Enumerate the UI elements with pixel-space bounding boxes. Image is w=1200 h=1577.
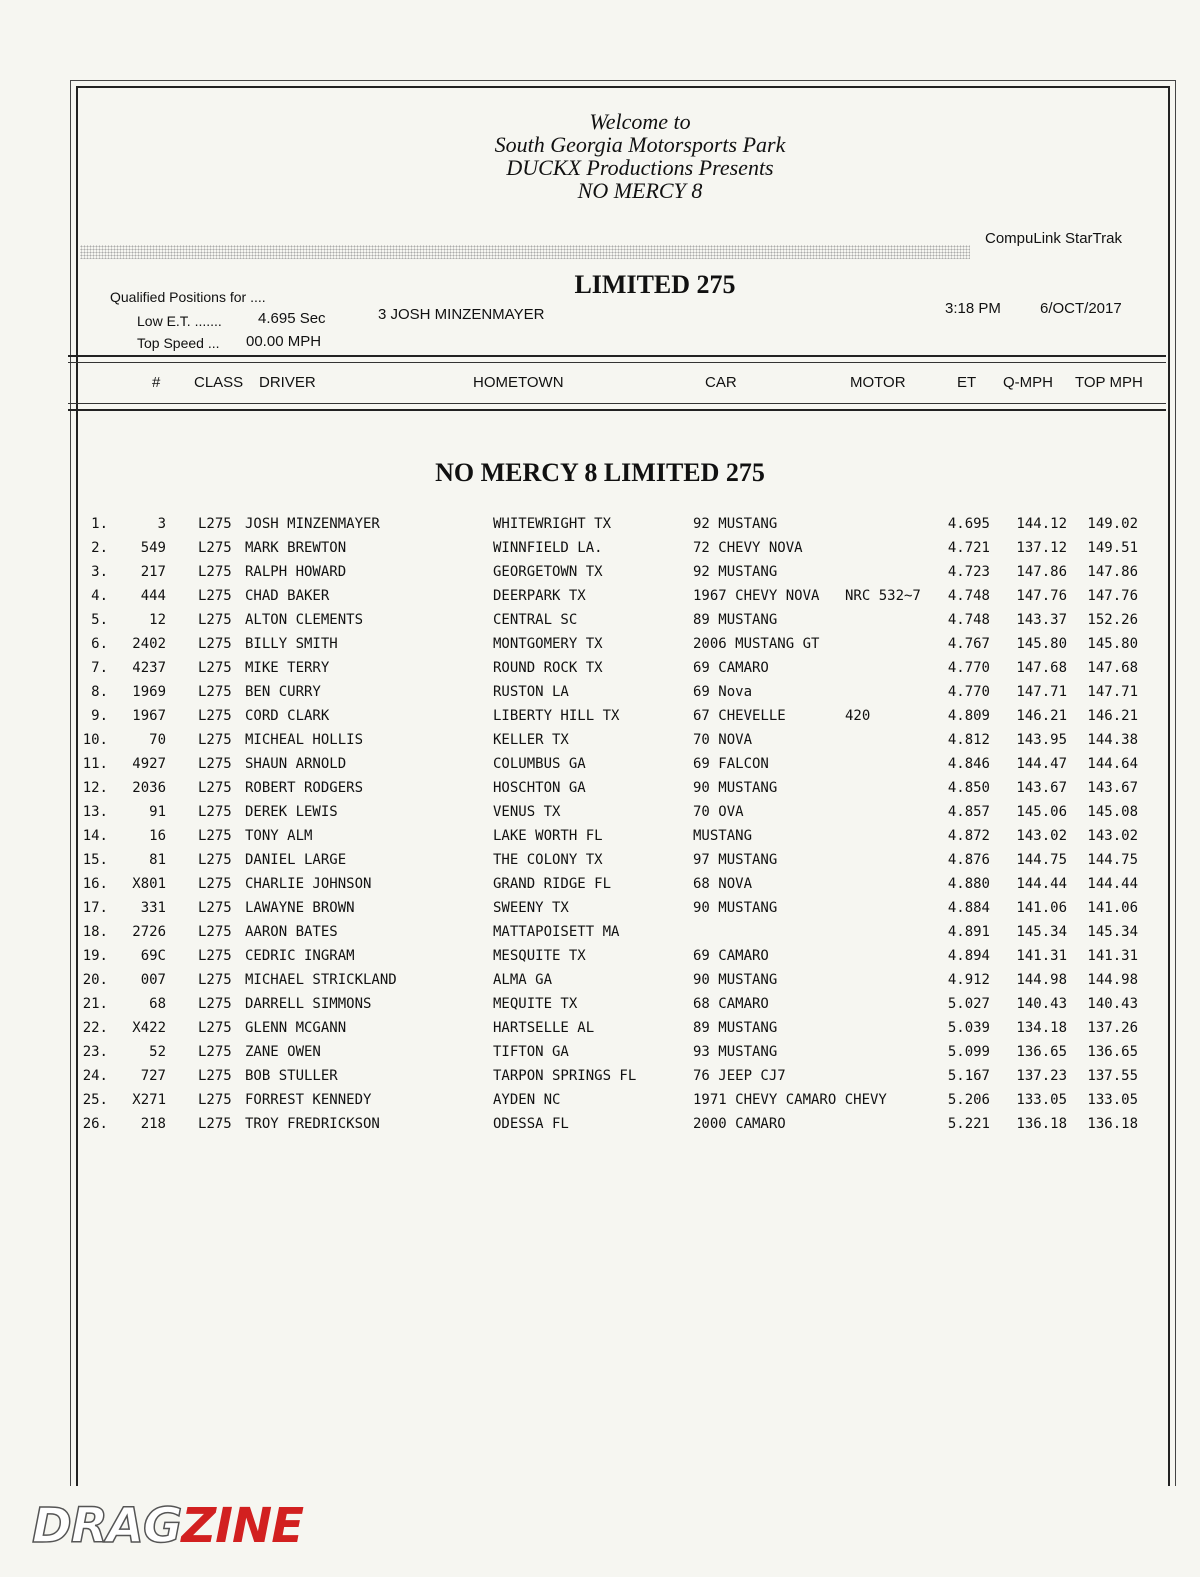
hometown-cell: TARPON SPRINGS FL	[493, 1068, 637, 1084]
hometown-cell: HOSCHTON GA	[493, 780, 586, 796]
car-number-cell: 1969	[132, 684, 166, 700]
qmph-cell: 143.37	[1016, 612, 1067, 628]
position-cell: 10.	[82, 732, 108, 748]
hometown-cell: COLUMBUS GA	[493, 756, 586, 772]
col-hometown: HOMETOWN	[473, 374, 564, 391]
car-number-cell: X801	[132, 876, 166, 892]
car-number-cell: 52	[149, 1044, 166, 1060]
car-number-cell: 16	[149, 828, 166, 844]
driver-cell: RALPH HOWARD	[245, 564, 347, 580]
position-cell: 5.	[91, 612, 108, 628]
qmph-cell: 134.18	[1016, 1020, 1067, 1036]
qmph-cell: 143.02	[1016, 828, 1067, 844]
top-speed-value: 00.00 MPH	[246, 333, 322, 350]
hometown-cell: TIFTON GA	[493, 1044, 569, 1060]
car-cell: 89 MUSTANG	[693, 1020, 778, 1036]
hometown-cell: ODESSA FL	[493, 1116, 569, 1132]
table-row	[70, 608, 1160, 632]
header-rule-bottom-inner	[68, 403, 1166, 404]
class-cell: L275	[198, 996, 232, 1012]
table-row	[70, 1016, 1160, 1040]
car-number-cell: 2726	[132, 924, 166, 940]
qmph-cell: 147.76	[1016, 588, 1067, 604]
col-topmph: TOP MPH	[1075, 374, 1143, 391]
et-cell: 5.206	[947, 1092, 990, 1108]
driver-cell: DEREK LEWIS	[245, 804, 338, 820]
car-cell: 90 MUSTANG	[693, 900, 778, 916]
driver-cell: MIKE TERRY	[245, 660, 330, 676]
class-cell: L275	[198, 516, 232, 532]
et-cell: 4.857	[947, 804, 990, 820]
class-cell: L275	[198, 948, 232, 964]
et-cell: 4.872	[947, 828, 990, 844]
car-cell: 69 CAMARO	[693, 660, 769, 676]
hometown-cell: DEERPARK TX	[493, 588, 586, 604]
topmph-cell: 144.75	[1087, 852, 1138, 868]
timing-system-brand: CompuLink StarTrak	[985, 230, 1122, 247]
car-cell: 89 MUSTANG	[693, 612, 778, 628]
car-number-cell: 3	[157, 516, 166, 532]
topmph-cell: 140.43	[1087, 996, 1138, 1012]
venue-line: South Georgia Motorsports Park	[494, 132, 786, 157]
table-row	[70, 776, 1160, 800]
col-num: #	[152, 374, 161, 391]
position-cell: 26.	[82, 1116, 108, 1132]
qmph-cell: 144.75	[1016, 852, 1067, 868]
et-cell: 5.099	[947, 1044, 990, 1060]
print-time: 3:18 PM	[945, 300, 1001, 317]
class-cell: L275	[198, 708, 232, 724]
car-cell: 1967 CHEVY NOVA	[693, 588, 820, 604]
topmph-cell: 137.26	[1087, 1020, 1138, 1036]
table-row	[70, 920, 1160, 944]
table-row	[70, 752, 1160, 776]
qmph-cell: 140.43	[1016, 996, 1067, 1012]
qmph-cell: 144.44	[1016, 876, 1067, 892]
driver-cell: SHAUN ARNOLD	[245, 756, 347, 772]
topmph-cell: 144.44	[1087, 876, 1138, 892]
table-row	[70, 872, 1160, 896]
topmph-cell: 147.86	[1087, 564, 1138, 580]
header-rule-bottom	[68, 409, 1166, 411]
hometown-cell: ROUND ROCK TX	[493, 660, 603, 676]
qmph-cell: 146.21	[1016, 708, 1067, 724]
hometown-cell: MEQUITE TX	[493, 996, 578, 1012]
class-cell: L275	[198, 972, 232, 988]
col-qmph: Q-MPH	[1003, 374, 1053, 391]
car-number-cell: 331	[140, 900, 166, 916]
car-number-cell: 218	[140, 1116, 166, 1132]
et-cell: 4.846	[947, 756, 990, 772]
print-date: 6/OCT/2017	[1040, 300, 1122, 317]
table-row	[70, 1088, 1160, 1112]
hometown-cell: MESQUITE TX	[493, 948, 586, 964]
hometown-cell: RUSTON LA	[493, 684, 569, 700]
table-row	[70, 584, 1160, 608]
car-cell: 93 MUSTANG	[693, 1044, 778, 1060]
position-cell: 14.	[82, 828, 108, 844]
class-cell: L275	[198, 732, 232, 748]
driver-cell: DANIEL LARGE	[245, 852, 347, 868]
qmph-cell: 147.71	[1016, 684, 1067, 700]
car-number-cell: 4237	[132, 660, 166, 676]
et-cell: 5.167	[947, 1068, 990, 1084]
table-row	[70, 704, 1160, 728]
car-cell: 92 MUSTANG	[693, 516, 778, 532]
car-number-cell: 2036	[132, 780, 166, 796]
low-et-label: Low E.T. .......	[137, 313, 222, 329]
dragzine-logo	[32, 1500, 322, 1552]
class-cell: L275	[198, 828, 232, 844]
class-cell: L275	[198, 1092, 232, 1108]
table-row	[70, 536, 1160, 560]
qmph-cell: 143.67	[1016, 780, 1067, 796]
class-cell: L275	[198, 1044, 232, 1060]
top-speed-label: Top Speed ...	[137, 335, 220, 351]
car-cell: 68 CAMARO	[693, 996, 769, 1012]
car-cell: 69 CAMARO	[693, 948, 769, 964]
col-driver: DRIVER	[259, 374, 316, 391]
position-cell: 25.	[82, 1092, 108, 1108]
class-cell: L275	[198, 1068, 232, 1084]
motor-cell: NRC 532~7	[845, 588, 921, 604]
table-row	[70, 968, 1160, 992]
class-cell: L275	[198, 876, 232, 892]
qmph-cell: 136.18	[1016, 1116, 1067, 1132]
table-row	[70, 680, 1160, 704]
table-row	[70, 1040, 1160, 1064]
dotted-separator	[80, 245, 970, 259]
qmph-cell: 137.12	[1016, 540, 1067, 556]
car-number-cell: 68	[149, 996, 166, 1012]
qualified-label: Qualified Positions for ....	[110, 289, 266, 305]
car-cell: 69 FALCON	[693, 756, 769, 772]
class-cell: L275	[198, 1020, 232, 1036]
hometown-cell: THE COLONY TX	[493, 852, 603, 868]
car-number-cell: 444	[140, 588, 166, 604]
position-cell: 3.	[91, 564, 108, 580]
col-car: CAR	[705, 374, 737, 391]
driver-cell: ROBERT RODGERS	[245, 780, 364, 796]
logo-zine-text: ZINE	[181, 1498, 303, 1554]
welcome-line: Welcome to	[589, 109, 691, 134]
car-cell: 76 JEEP CJ7	[693, 1068, 786, 1084]
car-cell: 68 NOVA	[693, 876, 753, 892]
car-number-cell: 727	[140, 1068, 166, 1084]
driver-cell: BILLY SMITH	[245, 636, 338, 652]
car-number-cell: X422	[132, 1020, 166, 1036]
position-cell: 6.	[91, 636, 108, 652]
car-cell: 90 MUSTANG	[693, 972, 778, 988]
et-cell: 4.894	[947, 948, 990, 964]
car-number-cell: 12	[149, 612, 166, 628]
driver-cell: CHAD BAKER	[245, 588, 330, 604]
qmph-cell: 145.34	[1016, 924, 1067, 940]
logo-drag-text: DRAG	[32, 1498, 182, 1554]
position-cell: 24.	[82, 1068, 108, 1084]
position-cell: 12.	[82, 780, 108, 796]
topmph-cell: 133.05	[1087, 1092, 1138, 1108]
position-cell: 18.	[82, 924, 108, 940]
topmph-cell: 147.71	[1087, 684, 1138, 700]
class-cell: L275	[198, 1116, 232, 1132]
topmph-cell: 149.02	[1087, 516, 1138, 532]
car-cell: 92 MUSTANG	[693, 564, 778, 580]
driver-cell: TONY ALM	[245, 828, 313, 844]
topmph-cell: 147.68	[1087, 660, 1138, 676]
driver-cell: AARON BATES	[245, 924, 338, 940]
class-cell: L275	[198, 588, 232, 604]
et-cell: 4.884	[947, 900, 990, 916]
driver-cell: CEDRIC INGRAM	[245, 948, 355, 964]
driver-cell: MARK BREWTON	[245, 540, 347, 556]
qmph-cell: 147.86	[1016, 564, 1067, 580]
car-number-cell: 549	[140, 540, 166, 556]
hometown-cell: AYDEN NC	[493, 1092, 561, 1108]
qmph-cell: 137.23	[1016, 1068, 1067, 1084]
table-row	[70, 728, 1160, 752]
topmph-cell: 152.26	[1087, 612, 1138, 628]
hometown-cell: LAKE WORTH FL	[493, 828, 603, 844]
table-row	[70, 1064, 1160, 1088]
topmph-cell: 136.18	[1087, 1116, 1138, 1132]
class-cell: L275	[198, 684, 232, 700]
topmph-cell: 144.64	[1087, 756, 1138, 772]
driver-cell: DARRELL SIMMONS	[245, 996, 372, 1012]
car-number-cell: 91	[149, 804, 166, 820]
topmph-cell: 144.98	[1087, 972, 1138, 988]
et-cell: 4.748	[947, 612, 990, 628]
car-number-cell: 70	[149, 732, 166, 748]
qmph-cell: 144.12	[1016, 516, 1067, 532]
event-welcome-header	[420, 110, 860, 202]
topmph-cell: 143.02	[1087, 828, 1138, 844]
position-cell: 21.	[82, 996, 108, 1012]
class-title: LIMITED 275	[574, 270, 736, 299]
qmph-cell: 144.47	[1016, 756, 1067, 772]
position-cell: 2.	[91, 540, 108, 556]
qmph-cell: 141.06	[1016, 900, 1067, 916]
et-cell: 4.767	[947, 636, 990, 652]
producer-line: DUCKX Productions Presents	[506, 155, 774, 180]
table-row	[70, 800, 1160, 824]
hometown-cell: LIBERTY HILL TX	[493, 708, 620, 724]
et-cell: 4.770	[947, 684, 990, 700]
class-cell: L275	[198, 780, 232, 796]
et-cell: 4.850	[947, 780, 990, 796]
driver-cell: BOB STULLER	[245, 1068, 338, 1084]
et-cell: 4.695	[947, 516, 990, 532]
class-cell: L275	[198, 900, 232, 916]
et-cell: 4.721	[947, 540, 990, 556]
position-cell: 20.	[82, 972, 108, 988]
driver-cell: CORD CLARK	[245, 708, 330, 724]
table-row	[70, 992, 1160, 1016]
table-row	[70, 512, 1160, 536]
car-number-cell: 1967	[132, 708, 166, 724]
class-cell: L275	[198, 660, 232, 676]
table-row	[70, 1112, 1160, 1136]
table-row	[70, 824, 1160, 848]
results-table	[70, 512, 1160, 1136]
hometown-cell: GEORGETOWN TX	[493, 564, 603, 580]
header-rule-top-inner	[68, 362, 1166, 363]
car-number-cell: X271	[132, 1092, 166, 1108]
table-row	[70, 944, 1160, 968]
position-cell: 9.	[91, 708, 108, 724]
class-cell: L275	[198, 540, 232, 556]
hometown-cell: WINNFIELD LA.	[493, 540, 603, 556]
position-cell: 23.	[82, 1044, 108, 1060]
topmph-cell: 145.80	[1087, 636, 1138, 652]
position-cell: 19.	[82, 948, 108, 964]
car-cell: 69 Nova	[693, 684, 753, 700]
position-cell: 13.	[82, 804, 108, 820]
hometown-cell: MONTGOMERY TX	[493, 636, 603, 652]
driver-cell: JOSH MINZENMAYER	[245, 516, 380, 532]
hometown-cell: MATTAPOISETT MA	[493, 924, 620, 940]
position-cell: 4.	[91, 588, 108, 604]
car-number-cell: 007	[140, 972, 166, 988]
topmph-cell: 149.51	[1087, 540, 1138, 556]
qmph-cell: 144.98	[1016, 972, 1067, 988]
qmph-cell: 143.95	[1016, 732, 1067, 748]
car-cell: 67 CHEVELLE	[693, 708, 786, 724]
position-cell: 11.	[82, 756, 108, 772]
car-cell: 2006 MUSTANG GT	[693, 636, 820, 652]
driver-cell: BEN CURRY	[245, 684, 321, 700]
topmph-cell: 144.38	[1087, 732, 1138, 748]
driver-cell: GLENN MCGANN	[245, 1020, 347, 1036]
topmph-cell: 147.76	[1087, 588, 1138, 604]
qmph-cell: 141.31	[1016, 948, 1067, 964]
col-class: CLASS	[194, 374, 244, 391]
qmph-cell: 133.05	[1016, 1092, 1067, 1108]
class-cell: L275	[198, 756, 232, 772]
topmph-cell: 145.34	[1087, 924, 1138, 940]
et-cell: 4.770	[947, 660, 990, 676]
class-cell: L275	[198, 852, 232, 868]
position-cell: 1.	[91, 516, 108, 532]
car-cell: 97 MUSTANG	[693, 852, 778, 868]
car-cell: 72 CHEVY NOVA	[693, 540, 803, 556]
driver-cell: ZANE OWEN	[245, 1044, 321, 1060]
topmph-cell: 143.67	[1087, 780, 1138, 796]
driver-cell: LAWAYNE BROWN	[245, 900, 355, 916]
topmph-cell: 141.31	[1087, 948, 1138, 964]
car-cell: 1971 CHEVY CAMARO CHEVY	[693, 1092, 887, 1108]
car-number-cell: 4927	[132, 756, 166, 772]
topmph-cell: 137.55	[1087, 1068, 1138, 1084]
hometown-cell: WHITEWRIGHT TX	[493, 516, 612, 532]
et-cell: 4.912	[947, 972, 990, 988]
et-cell: 5.221	[947, 1116, 990, 1132]
event-name-line: NO MERCY 8	[577, 178, 703, 203]
low-et-value: 4.695 Sec	[258, 310, 326, 327]
header-rule-top	[68, 355, 1166, 357]
et-cell: 4.880	[947, 876, 990, 892]
hometown-cell: KELLER TX	[493, 732, 569, 748]
low-et-leader: 3 JOSH MINZENMAYER	[378, 306, 545, 323]
qmph-cell: 145.06	[1016, 804, 1067, 820]
qmph-cell: 145.80	[1016, 636, 1067, 652]
driver-cell: FORREST KENNEDY	[245, 1092, 372, 1108]
car-cell: 70 NOVA	[693, 732, 753, 748]
results-title: NO MERCY 8 LIMITED 275	[435, 458, 765, 487]
car-cell: 2000 CAMARO	[693, 1116, 786, 1132]
hometown-cell: ALMA GA	[493, 972, 553, 988]
car-cell: 90 MUSTANG	[693, 780, 778, 796]
hometown-cell: VENUS TX	[493, 804, 561, 820]
table-row	[70, 632, 1160, 656]
driver-cell: CHARLIE JOHNSON	[245, 876, 372, 892]
position-cell: 16.	[82, 876, 108, 892]
car-number-cell: 217	[140, 564, 166, 580]
et-cell: 5.039	[947, 1020, 990, 1036]
driver-cell: MICHAEL STRICKLAND	[245, 972, 397, 988]
et-cell: 5.027	[947, 996, 990, 1012]
col-motor: MOTOR	[850, 374, 906, 391]
table-row	[70, 848, 1160, 872]
et-cell: 4.812	[947, 732, 990, 748]
et-cell: 4.809	[947, 708, 990, 724]
position-cell: 8.	[91, 684, 108, 700]
col-et: ET	[957, 374, 977, 391]
qmph-cell: 136.65	[1016, 1044, 1067, 1060]
hometown-cell: SWEENY TX	[493, 900, 569, 916]
driver-cell: MICHEAL HOLLIS	[245, 732, 364, 748]
hometown-cell: GRAND RIDGE FL	[493, 876, 612, 892]
position-cell: 15.	[82, 852, 108, 868]
et-cell: 4.891	[947, 924, 990, 940]
topmph-cell: 145.08	[1087, 804, 1138, 820]
table-row	[70, 896, 1160, 920]
et-cell: 4.748	[947, 588, 990, 604]
class-cell: L275	[198, 612, 232, 628]
topmph-cell: 141.06	[1087, 900, 1138, 916]
position-cell: 22.	[82, 1020, 108, 1036]
driver-cell: TROY FREDRICKSON	[245, 1116, 380, 1132]
et-cell: 4.723	[947, 564, 990, 580]
class-cell: L275	[198, 636, 232, 652]
et-cell: 4.876	[947, 852, 990, 868]
car-cell: 70 OVA	[693, 804, 744, 820]
topmph-cell: 136.65	[1087, 1044, 1138, 1060]
position-cell: 7.	[91, 660, 108, 676]
hometown-cell: CENTRAL SC	[493, 612, 578, 628]
class-cell: L275	[198, 564, 232, 580]
driver-cell: ALTON CLEMENTS	[245, 612, 364, 628]
position-cell: 17.	[82, 900, 108, 916]
qmph-cell: 147.68	[1016, 660, 1067, 676]
table-row	[70, 560, 1160, 584]
car-number-cell: 81	[149, 852, 166, 868]
car-number-cell: 69C	[140, 948, 166, 964]
class-cell: L275	[198, 924, 232, 940]
hometown-cell: HARTSELLE AL	[493, 1020, 595, 1036]
class-cell: L275	[198, 804, 232, 820]
car-number-cell: 2402	[132, 636, 166, 652]
table-row	[70, 656, 1160, 680]
car-cell: MUSTANG	[693, 828, 753, 844]
topmph-cell: 146.21	[1087, 708, 1138, 724]
motor-cell: 420	[845, 708, 871, 724]
